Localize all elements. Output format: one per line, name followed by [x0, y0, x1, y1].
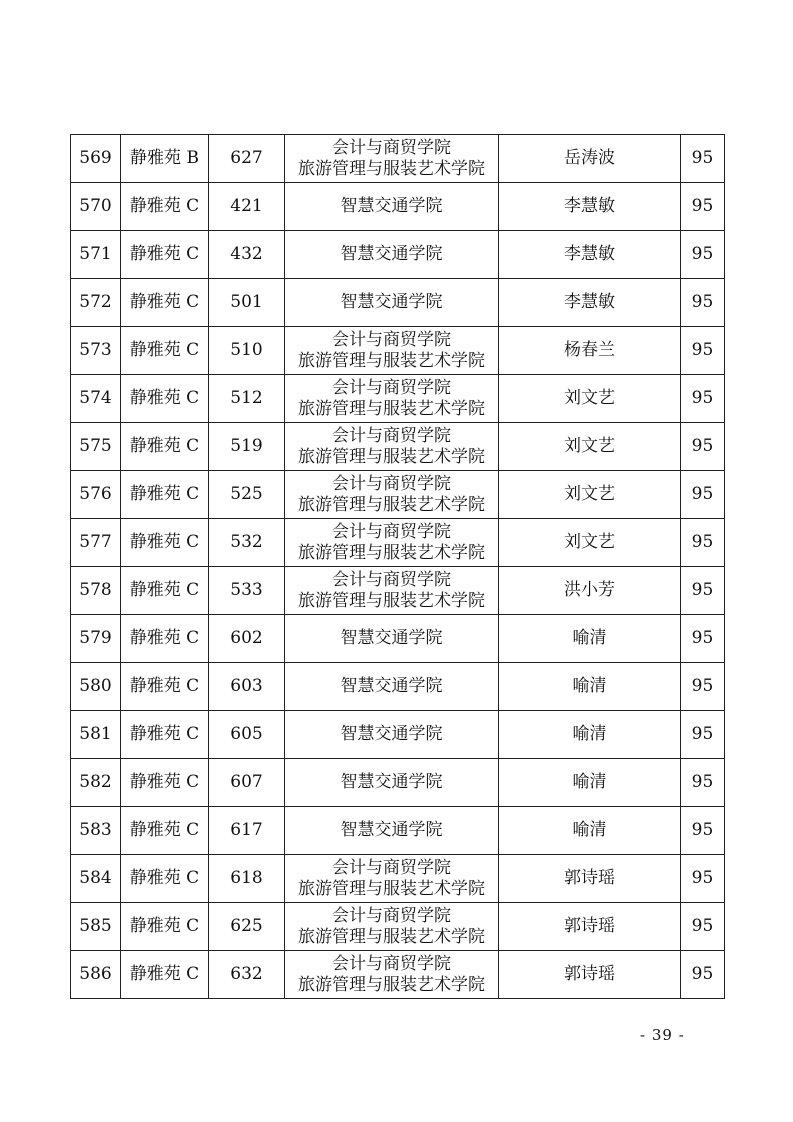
- college-name: 智慧交通学院: [340, 628, 443, 648]
- score-cell: 95: [681, 183, 725, 231]
- building-cell: 静雅苑 C: [121, 567, 209, 615]
- row-number-cell: 577: [71, 519, 121, 567]
- college-name: 会计与商贸学院: [332, 425, 451, 446]
- college-cell: [285, 759, 499, 807]
- inspector-name-cell: 郭诗瑶: [499, 951, 681, 999]
- college-name: 会计与商贸学院: [332, 473, 451, 494]
- college-name: 旅游管理与服装艺术学院: [298, 974, 485, 995]
- college-name: 智慧交通学院: [340, 820, 443, 840]
- inspector-name-cell: 刘文艺: [499, 471, 681, 519]
- building-cell: 静雅苑 C: [121, 903, 209, 951]
- score-cell: 95: [681, 807, 725, 855]
- college-cell: [285, 855, 499, 903]
- building-cell: 静雅苑 C: [121, 711, 209, 759]
- inspector-name-cell: 刘文艺: [499, 519, 681, 567]
- row-number-cell: 573: [71, 327, 121, 375]
- building-cell: 静雅苑 C: [121, 375, 209, 423]
- college-name: 会计与商贸学院: [332, 377, 451, 398]
- score-cell: 95: [681, 855, 725, 903]
- table-row: [71, 279, 725, 327]
- room-cell: 501: [209, 279, 285, 327]
- score-cell: 95: [681, 663, 725, 711]
- college-cell: [285, 375, 499, 423]
- building-cell: 静雅苑 C: [121, 519, 209, 567]
- row-number-cell: 575: [71, 423, 121, 471]
- college-cell: [285, 231, 499, 279]
- row-number-cell: 571: [71, 231, 121, 279]
- college-cell: [285, 663, 499, 711]
- inspector-name-cell: 喻清: [499, 711, 681, 759]
- room-cell: 525: [209, 471, 285, 519]
- score-cell: 95: [681, 759, 725, 807]
- building-cell: 静雅苑 B: [121, 135, 209, 183]
- row-number-cell: 569: [71, 135, 121, 183]
- room-cell: 607: [209, 759, 285, 807]
- college-cell: [285, 903, 499, 951]
- dorm-score-table: [70, 134, 725, 999]
- row-number-cell: 586: [71, 951, 121, 999]
- building-cell: 静雅苑 C: [121, 231, 209, 279]
- row-number-cell: 584: [71, 855, 121, 903]
- college-cell: [285, 567, 499, 615]
- table-row: [71, 231, 725, 279]
- room-cell: 421: [209, 183, 285, 231]
- room-cell: 603: [209, 663, 285, 711]
- room-cell: 605: [209, 711, 285, 759]
- college-cell: [285, 951, 499, 999]
- score-cell: 95: [681, 135, 725, 183]
- table-row: [71, 615, 725, 663]
- inspector-name-cell: 杨春兰: [499, 327, 681, 375]
- table-row: [71, 903, 725, 951]
- college-name: 旅游管理与服装艺术学院: [298, 494, 485, 515]
- score-cell: 95: [681, 951, 725, 999]
- college-name: 智慧交通学院: [340, 724, 443, 744]
- college-name: 旅游管理与服装艺术学院: [298, 878, 485, 899]
- building-cell: 静雅苑 C: [121, 327, 209, 375]
- building-cell: 静雅苑 C: [121, 615, 209, 663]
- college-name: 旅游管理与服装艺术学院: [298, 398, 485, 419]
- building-cell: 静雅苑 C: [121, 471, 209, 519]
- table-row: [71, 711, 725, 759]
- inspector-name-cell: 洪小芳: [499, 567, 681, 615]
- table-row: [71, 327, 725, 375]
- room-cell: 512: [209, 375, 285, 423]
- inspector-name-cell: 喻清: [499, 807, 681, 855]
- college-name: 会计与商贸学院: [332, 857, 451, 878]
- room-cell: 432: [209, 231, 285, 279]
- college-name: 会计与商贸学院: [332, 329, 451, 350]
- table-row: [71, 759, 725, 807]
- college-name: 智慧交通学院: [340, 772, 443, 792]
- inspector-name-cell: 喻清: [499, 615, 681, 663]
- table-row: [71, 375, 725, 423]
- row-number-cell: 570: [71, 183, 121, 231]
- room-cell: 632: [209, 951, 285, 999]
- college-cell: [285, 519, 499, 567]
- score-cell: 95: [681, 567, 725, 615]
- row-number-cell: 579: [71, 615, 121, 663]
- room-cell: 533: [209, 567, 285, 615]
- building-cell: 静雅苑 C: [121, 183, 209, 231]
- college-name: 智慧交通学院: [340, 292, 443, 312]
- inspector-name-cell: 郭诗瑶: [499, 855, 681, 903]
- college-cell: [285, 183, 499, 231]
- college-name: 旅游管理与服装艺术学院: [298, 158, 485, 179]
- college-name: 会计与商贸学院: [332, 953, 451, 974]
- inspector-name-cell: 李慧敏: [499, 279, 681, 327]
- score-cell: 95: [681, 711, 725, 759]
- college-cell: [285, 135, 499, 183]
- row-number-cell: 578: [71, 567, 121, 615]
- score-cell: 95: [681, 903, 725, 951]
- score-cell: 95: [681, 279, 725, 327]
- college-cell: [285, 807, 499, 855]
- inspector-name-cell: 刘文艺: [499, 375, 681, 423]
- score-cell: 95: [681, 375, 725, 423]
- college-cell: [285, 279, 499, 327]
- building-cell: 静雅苑 C: [121, 855, 209, 903]
- inspector-name-cell: 刘文艺: [499, 423, 681, 471]
- inspector-name-cell: 李慧敏: [499, 183, 681, 231]
- building-cell: 静雅苑 C: [121, 807, 209, 855]
- room-cell: 510: [209, 327, 285, 375]
- page-number: - 39 -: [640, 1026, 685, 1044]
- row-number-cell: 583: [71, 807, 121, 855]
- row-number-cell: 572: [71, 279, 121, 327]
- row-number-cell: 582: [71, 759, 121, 807]
- score-cell: 95: [681, 615, 725, 663]
- row-number-cell: 585: [71, 903, 121, 951]
- table-row: [71, 807, 725, 855]
- college-name: 旅游管理与服装艺术学院: [298, 542, 485, 563]
- table-row: [71, 951, 725, 999]
- table-body: [71, 135, 725, 999]
- college-name: 会计与商贸学院: [332, 905, 451, 926]
- college-cell: [285, 471, 499, 519]
- inspector-name-cell: 喻清: [499, 759, 681, 807]
- table-row: [71, 855, 725, 903]
- college-cell: [285, 423, 499, 471]
- college-name: 智慧交通学院: [340, 244, 443, 264]
- college-cell: [285, 711, 499, 759]
- college-name: 旅游管理与服装艺术学院: [298, 446, 485, 467]
- room-cell: 519: [209, 423, 285, 471]
- room-cell: 617: [209, 807, 285, 855]
- table-row: [71, 135, 725, 183]
- room-cell: 618: [209, 855, 285, 903]
- table-row: [71, 519, 725, 567]
- score-cell: 95: [681, 231, 725, 279]
- score-cell: 95: [681, 471, 725, 519]
- row-number-cell: 576: [71, 471, 121, 519]
- table-row: [71, 183, 725, 231]
- room-cell: 602: [209, 615, 285, 663]
- inspector-name-cell: 郭诗瑶: [499, 903, 681, 951]
- table-row: [71, 471, 725, 519]
- college-name: 会计与商贸学院: [332, 569, 451, 590]
- building-cell: 静雅苑 C: [121, 759, 209, 807]
- inspector-name-cell: 喻清: [499, 663, 681, 711]
- college-name: 智慧交通学院: [340, 196, 443, 216]
- score-cell: 95: [681, 519, 725, 567]
- score-cell: 95: [681, 327, 725, 375]
- college-name: 会计与商贸学院: [332, 137, 451, 158]
- college-name: 旅游管理与服装艺术学院: [298, 590, 485, 611]
- building-cell: 静雅苑 C: [121, 951, 209, 999]
- table-row: [71, 423, 725, 471]
- row-number-cell: 581: [71, 711, 121, 759]
- table-row: [71, 663, 725, 711]
- room-cell: 625: [209, 903, 285, 951]
- inspector-name-cell: 岳涛波: [499, 135, 681, 183]
- score-cell: 95: [681, 423, 725, 471]
- college-name: 旅游管理与服装艺术学院: [298, 926, 485, 947]
- inspector-name-cell: 李慧敏: [499, 231, 681, 279]
- college-name: 旅游管理与服装艺术学院: [298, 350, 485, 371]
- college-cell: [285, 615, 499, 663]
- building-cell: 静雅苑 C: [121, 279, 209, 327]
- room-cell: 627: [209, 135, 285, 183]
- row-number-cell: 574: [71, 375, 121, 423]
- college-name: 智慧交通学院: [340, 676, 443, 696]
- building-cell: 静雅苑 C: [121, 423, 209, 471]
- table-row: [71, 567, 725, 615]
- row-number-cell: 580: [71, 663, 121, 711]
- college-name: 会计与商贸学院: [332, 521, 451, 542]
- room-cell: 532: [209, 519, 285, 567]
- building-cell: 静雅苑 C: [121, 663, 209, 711]
- college-cell: [285, 327, 499, 375]
